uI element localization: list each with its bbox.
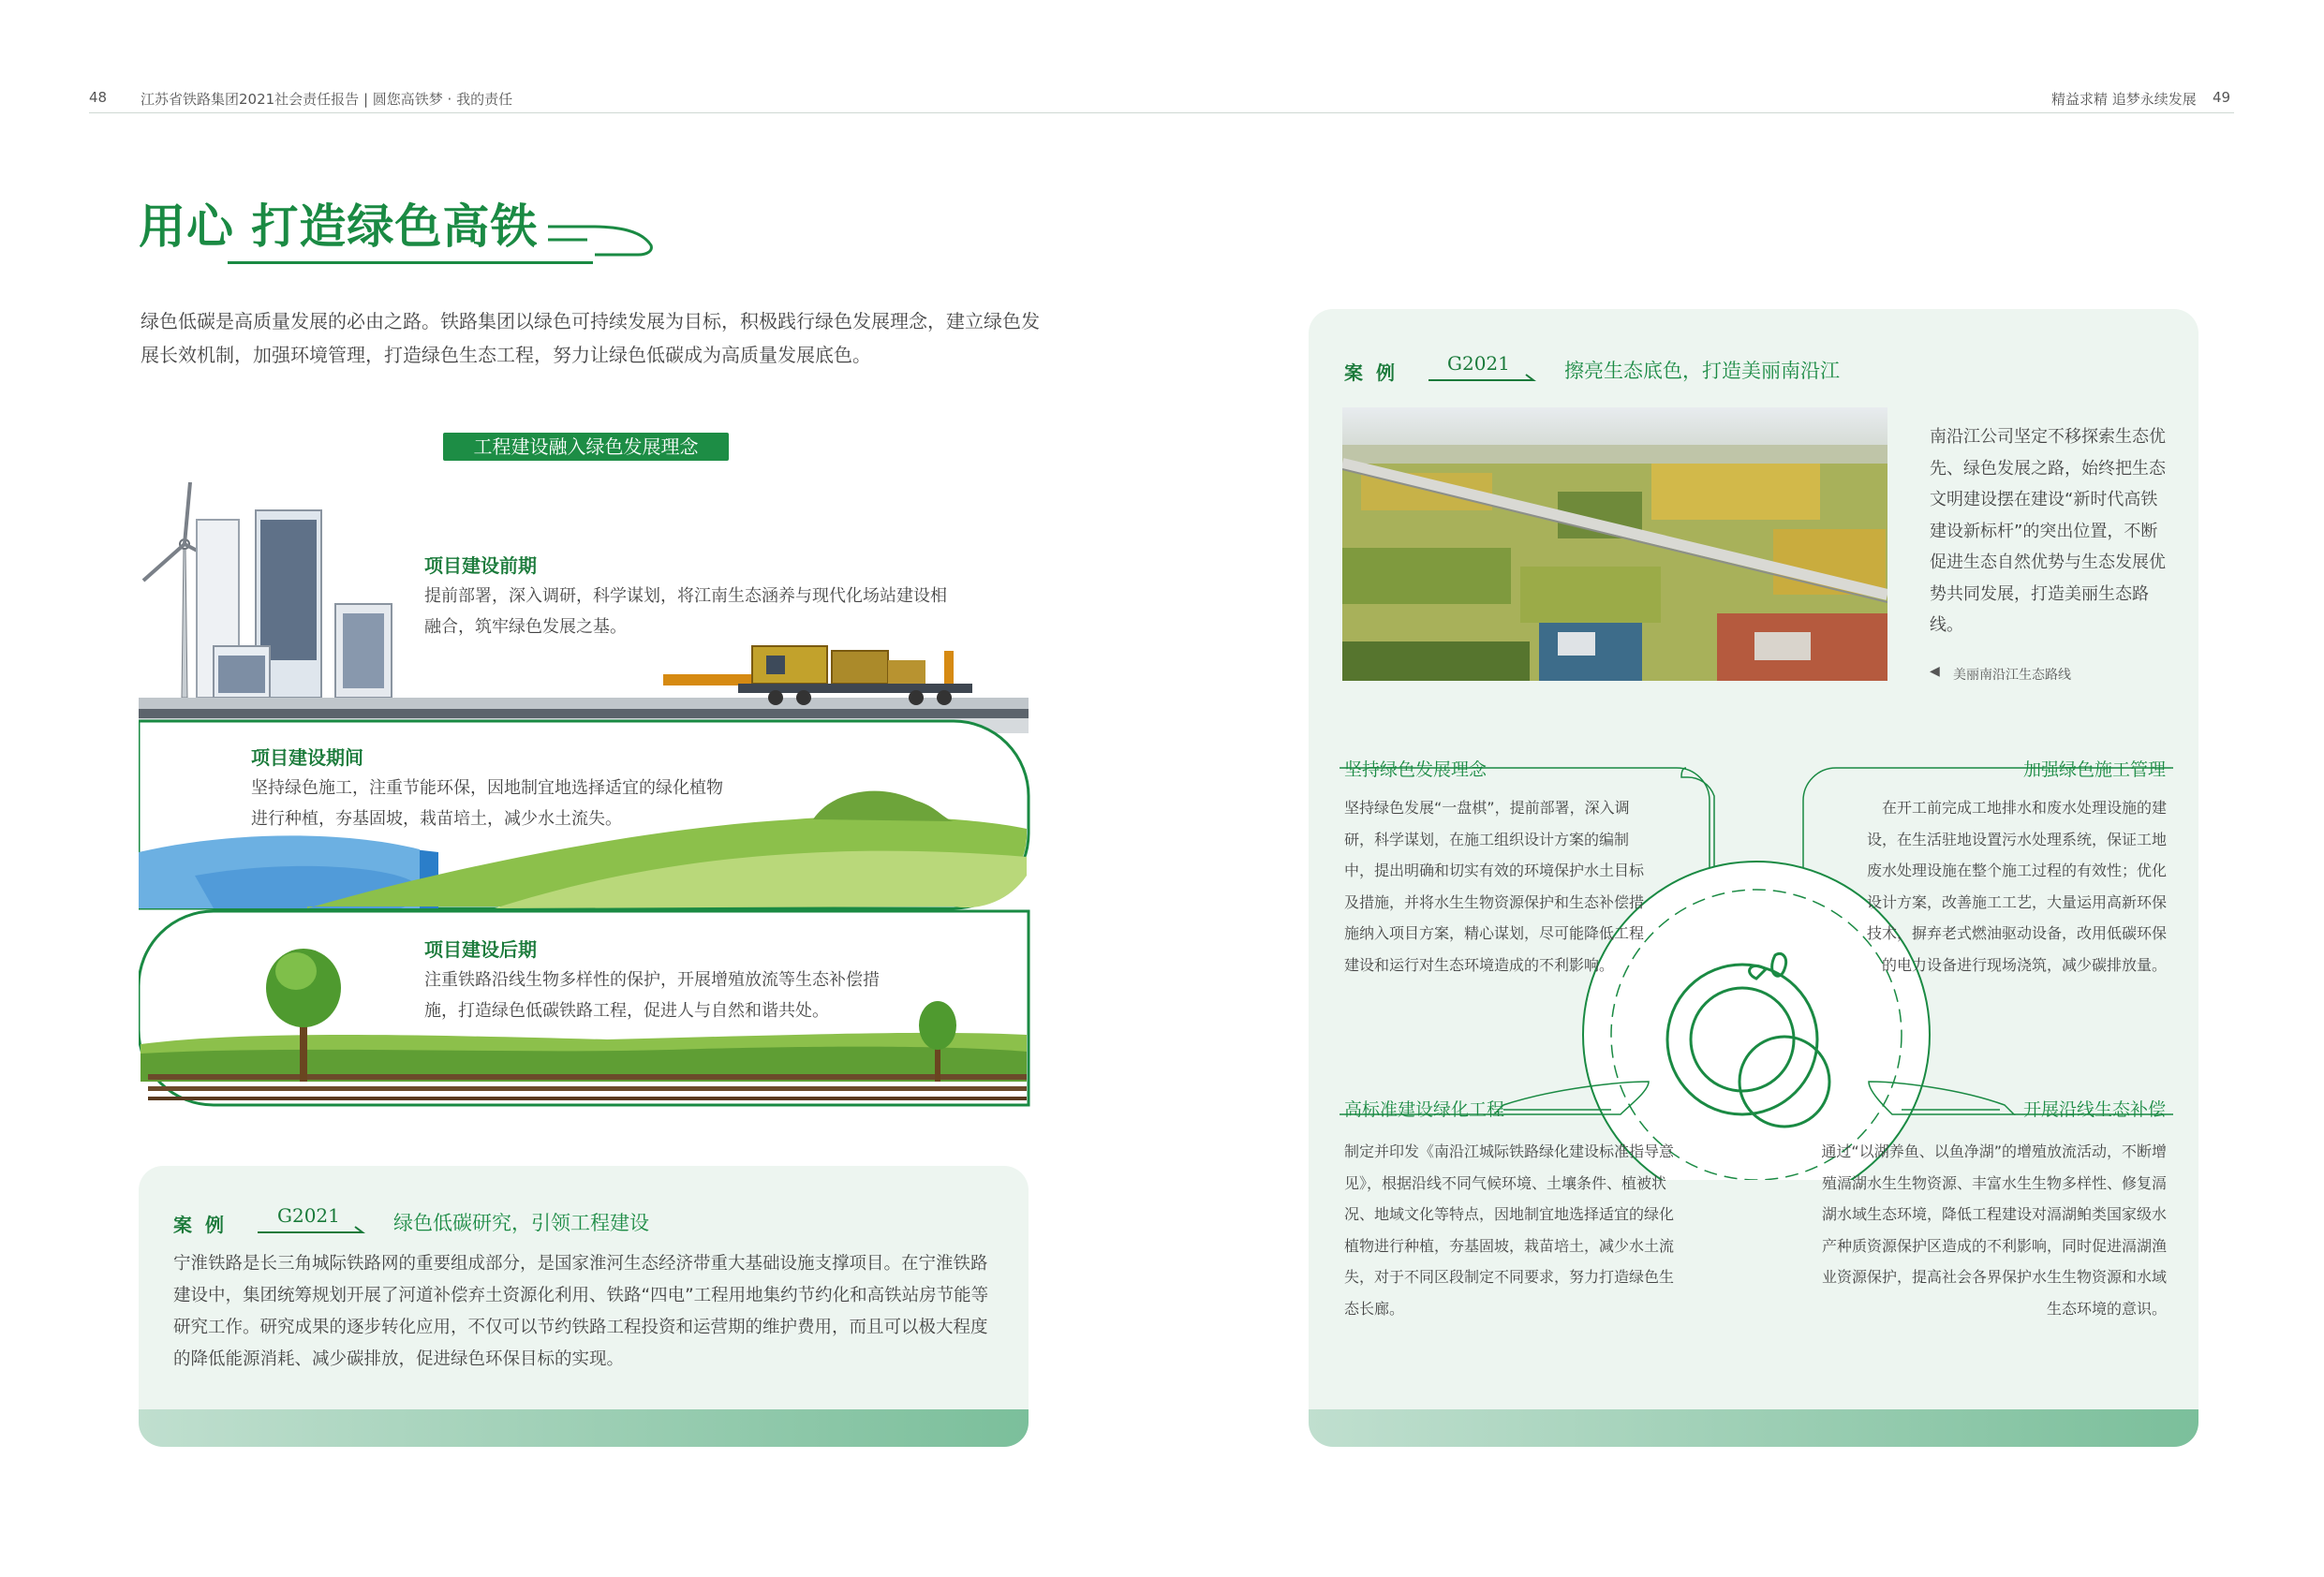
city-buildings-icon — [197, 510, 392, 698]
construction-train-icon — [663, 646, 972, 705]
stage-1-text: 提前部署，深入调研，科学谋划，将江南生态涵养与现代化场站建设相融合，筑牢绿色发展之基。 — [424, 586, 947, 637]
aerial-railway-photo — [1342, 407, 1887, 681]
photo-caption: 美丽南沿江生态路线 — [1953, 668, 2071, 683]
section-3-title: 高标准建设绿化工程 — [1344, 1099, 1505, 1120]
case-1-underline — [258, 1225, 365, 1236]
case-2-text: 南沿江公司坚定不移探索生态优先、绿色发展之路，始终把生态文明建设摆在建设“新时代高铁建设新标杆”的突出位置，不断促进生态自然优势与生态发展优势共同发展，打造美丽生态路线。 — [1930, 427, 2166, 635]
train-nose-icon — [548, 204, 656, 260]
stage-2-text: 坚持绿色施工，注重节能环保，因地制宜地选择适宜的绿化植物进行种植，夯基固坡，栽苗培土，减少水土流失。 — [251, 778, 723, 829]
stage-3-text: 注重铁路沿线生物多样性的保护，开展增殖放流等生态补偿措施，打造绿色低碳铁路工程，促进人与自然和谐共处。 — [424, 970, 880, 1021]
photo-caption-arrow-icon: ◀ — [1930, 664, 1940, 679]
stage-2-title: 项目建设期间 — [251, 746, 363, 769]
intro-text: 绿色低碳是高质量发展的必由之路。铁路集团以绿色可持续发展为目标，积极践行绿色发展理念，建立绿色发展长效机制，加强环境管理，打造绿色生态工程，努力让绿色低碳成为高质量发展底色。 — [141, 310, 1040, 366]
section-3-text: 制定并印发《南沿江城际铁路绿化建设标准指导意见》，根据沿线不同气候环境、土壤条件、植被状况、地域文化等特点，因地制宜地选择适宜的绿化植物进行种植，夯基固坡，栽苗培土，减少水土流失，对于不同区段制定不同要求，努力打造绿色生态长廊。 — [1344, 1142, 1675, 1318]
right-running-title: 精益求精 追梦永续发展 — [2051, 91, 2197, 108]
case-1-code: G2021 — [277, 1204, 340, 1227]
case-2-label: 案例 — [1344, 361, 1408, 384]
stage-3-title: 项目建设后期 — [424, 938, 537, 961]
case-1-text: 宁淮铁路是长三角城际铁路网的重要组成部分，是国家淮河生态经济带重大基础设施支撑项目。在宁淮铁路建设中，集团统筹规划开展了河道补偿弃土资源化利用、铁路“四电”工程用地集约节约化和高铁站房节能等研究工作。研究成果的逐步转化应用，不仅可以节约铁路工程投资和运营期的维护费用，而且可以极大程度的降低能源消耗、减少碳排放，促进绿色环保目标的实现。 — [173, 1254, 989, 1369]
section-1-text: 坚持绿色发展“一盘棋”，提前部署，深入调研，科学谋划，在施工组织设计方案的编制中，提出明确和切实有效的环境保护水土目标及措施，并将水生生物资源保护和生态补偿措施纳入项目方案，精心谋划，尽可能降低工程建设和运行对生态环境造成的不利影响。 — [1344, 799, 1645, 974]
left-running-title: 江苏省铁路集团2021社会责任报告 | 圆您高铁梦 · 我的责任 — [141, 91, 513, 108]
case-1-title: 绿色低碳研究，引领工程建设 — [393, 1212, 649, 1234]
case-panel-1-footer — [139, 1409, 1029, 1447]
section-4-title: 开展沿线生态补偿 — [2023, 1099, 2167, 1120]
header-rule — [89, 112, 2234, 113]
case-2-title: 擦亮生态底色，打造美丽南沿江 — [1564, 360, 1840, 382]
concept-tag: 工程建设融入绿色发展理念 — [443, 433, 729, 461]
left-page-number: 48 — [89, 89, 108, 106]
section-2-text: 在开工前完成工地排水和废水处理设施的建设，在生活驻地设置污水处理系统，保证工地废水处理设施在整个施工过程的有效性；优化设计方案，改善施工工艺，大量运用高新环保技术，摒弃老式燃油驱动设备，改用低碳环保的电力设备进行现场浇筑，减少碳排放量。 — [1866, 799, 2167, 974]
section-4-text: 通过“以湖养鱼、以鱼净湖”的增殖放流活动，不断增殖滆湖水生生物资源、丰富水生生物多样性、修复滆湖水域生态环境，降低工程建设对滆湖鲌类国家级水产种质资源保护区造成的不利影响，同时促进滆湖渔业资源保护，提高社会各界保护水生生物资源和水域生态环境的意识。 — [1821, 1142, 2167, 1318]
right-page-number: 49 — [2213, 89, 2231, 106]
case-panel-2-footer — [1309, 1409, 2198, 1447]
case-1-label: 案例 — [173, 1214, 237, 1236]
page-title: 用心 打造绿色高铁 — [139, 199, 539, 254]
case-2-underline — [1428, 373, 1536, 384]
section-2-title: 加强绿色施工管理 — [2023, 759, 2167, 780]
title-underline — [228, 261, 593, 264]
stage-1-title: 项目建设前期 — [424, 554, 537, 577]
case-2-code: G2021 — [1447, 352, 1510, 375]
section-1-title: 坚持绿色发展理念 — [1344, 759, 1488, 780]
